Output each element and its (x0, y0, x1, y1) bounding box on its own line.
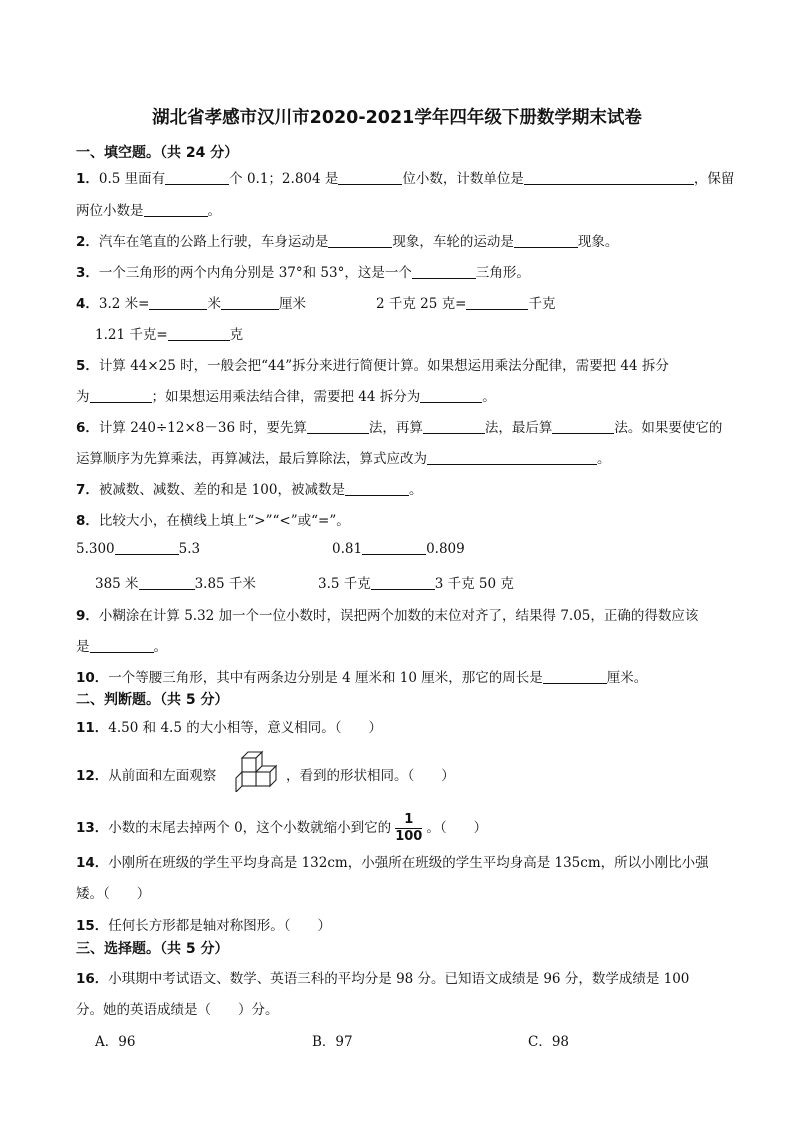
answer-blank[interactable] (90, 639, 154, 653)
question-text: 一个等腰三角形，其中有两条边分别是 4 厘米和 10 厘米，那它的周长是 (108, 670, 543, 686)
question-text: 4.50 和 4.5 的大小相等，意义相同。（ ） (108, 720, 382, 736)
question-16-cont (76, 998, 279, 1018)
question-text: ，保留 (693, 171, 735, 187)
answer-blank[interactable] (514, 234, 578, 248)
question-3 (76, 261, 530, 281)
question-13 (76, 813, 487, 844)
answer-blank[interactable] (412, 265, 476, 279)
answer-blank[interactable] (524, 171, 694, 185)
question-12 (76, 764, 216, 784)
question-text: 。 (153, 639, 167, 655)
question-number: 1． (76, 171, 99, 187)
question-number: 14． (76, 855, 109, 871)
question-text: 。 (408, 482, 423, 498)
question-text: 分。她的英语成绩是（ ）分。 (76, 1002, 279, 1018)
question-text: 计算 44×25 时，一般会把“44”拆分来进行简便计算。如果想运用乘法分配律，需要把 44 拆分 (98, 358, 669, 374)
question-text: 汽车在笔直的公路上行驶，车身运动是 (98, 234, 329, 250)
option-b[interactable]: B．97 (312, 1034, 353, 1050)
fraction (395, 813, 422, 844)
answer-blank[interactable] (420, 389, 482, 403)
compare-right: 3 千克 50 克 (434, 576, 514, 592)
question-text: 从前面和左面观察 (108, 768, 217, 784)
question-text: 运算顺序为先算乘法，再算减法，最后算除法，算式应改为 (76, 451, 427, 467)
answer-blank[interactable] (423, 420, 485, 434)
section-judgement: 二、判断题。（共 5 分） (76, 692, 229, 708)
answer-blank[interactable] (552, 420, 614, 434)
question-text: ，看到的形状相同。（ ） (286, 768, 455, 784)
question-text: 法，最后算 (484, 420, 553, 436)
question-text: 现象，车轮的运动是 (392, 234, 514, 250)
answer-blank[interactable] (168, 327, 230, 341)
question-5-cont (76, 385, 496, 405)
question-9 (76, 604, 698, 624)
question-text: 。 (597, 451, 611, 467)
question-text: 1.21 千克= (95, 327, 168, 343)
question-9-cont (76, 635, 167, 655)
question-8-row2a (95, 572, 256, 592)
question-number: 6． (76, 420, 99, 436)
question-number: 11． (76, 720, 109, 736)
question-text: 2 千克 25 克= (376, 296, 467, 312)
compare-left: 3.5 千克 (318, 576, 371, 592)
question-14-cont (76, 882, 150, 902)
page-title: 湖北省孝感市汉川市2020-2021学年四年级下册数学期末试卷 (152, 108, 642, 128)
question-6 (76, 416, 722, 436)
question-text: 矮。（ ） (76, 886, 151, 902)
question-4 (76, 292, 306, 312)
question-number: 5． (76, 358, 99, 374)
cube-stack-icon (232, 748, 282, 792)
option-a[interactable]: A．96 (95, 1034, 136, 1050)
option-c[interactable]: C．98 (528, 1034, 570, 1050)
question-text: 法。如果要使它的 (614, 420, 723, 436)
question-text: 千克 (528, 296, 556, 312)
answer-blank[interactable] (144, 203, 208, 217)
answer-blank[interactable] (221, 296, 279, 310)
answer-blank[interactable] (466, 296, 528, 310)
answer-blank[interactable] (149, 296, 207, 310)
question-number: 16． (76, 971, 109, 987)
question-1 (76, 167, 734, 187)
question-8-row1b (332, 541, 465, 557)
answer-blank[interactable] (371, 576, 435, 590)
question-number: 9． (76, 608, 99, 624)
question-text: 为 (76, 389, 90, 405)
question-number: 2． (76, 234, 99, 250)
question-number: 10． (76, 670, 109, 686)
question-text: 克 (229, 327, 244, 343)
question-number: 4． (76, 296, 99, 312)
question-6-cont (76, 447, 611, 467)
question-text: 。（ ） (426, 820, 488, 836)
question-text: 比较大小，在横线上填上“>”“<”或“=”。 (98, 513, 350, 529)
question-text: 小数的末尾去掉两个 0，这个小数就缩小到它的 (108, 820, 392, 836)
question-number: 8． (76, 513, 99, 529)
compare-left: 0.81 (332, 541, 363, 557)
question-text: 。 (207, 203, 221, 219)
question-8-row2b (318, 572, 514, 592)
question-5 (76, 354, 669, 374)
compare-left: 5.300 (76, 541, 115, 557)
question-text: 个 0.1；2.804 是 (229, 171, 339, 187)
answer-blank[interactable] (338, 171, 402, 185)
compare-right: 3.85 千米 (194, 576, 256, 592)
question-text: 。 (482, 389, 496, 405)
answer-blank[interactable] (115, 541, 179, 555)
section-choice: 三、选择题。（共 5 分） (76, 941, 229, 957)
answer-blank[interactable] (345, 482, 409, 496)
question-text: 计算 240÷12×8－36 时，要先算 (98, 420, 307, 436)
question-text: 两位小数是 (76, 203, 144, 219)
answer-blank[interactable] (362, 541, 426, 555)
question-text: 现象。 (577, 234, 619, 250)
question-text: 厘米 (278, 296, 306, 312)
compare-right: 0.809 (426, 541, 465, 557)
question-11 (76, 716, 382, 736)
question-text: 任何长方形都是轴对称图形。（ ） (108, 918, 332, 934)
question-text: 小糊涂在计算 5.32 加一个一位小数时，误把两个加数的末位对齐了，结果得 7.05，正确的得数应该 (98, 608, 699, 624)
question-number: 3． (76, 265, 99, 281)
question-number: 12． (76, 768, 109, 784)
compare-left: 385 米 (95, 576, 139, 592)
question-4b (376, 292, 555, 312)
question-text: 位小数，计数单位是 (402, 171, 524, 187)
question-text: 一个三角形的两个内角分别是 37°和 53°，这是一个 (98, 265, 412, 281)
fraction-denominator: 100 (395, 829, 423, 844)
answer-blank[interactable] (543, 670, 607, 684)
answer-blank[interactable] (328, 234, 392, 248)
question-text: 小刚所在班级的学生平均身高是 132cm，小强所在班级的学生平均身高是 135cm，所以小刚比小强 (108, 855, 709, 871)
question-text: 0.5 里面有 (98, 171, 166, 187)
answer-blank[interactable] (90, 389, 152, 403)
question-8 (76, 509, 350, 529)
question-16 (76, 967, 689, 987)
compare-right: 5.3 (178, 541, 201, 557)
answer-blank[interactable] (165, 171, 229, 185)
fraction-numerator: 1 (404, 812, 414, 827)
question-text: 3.2 米= (98, 296, 150, 312)
question-text: 厘米。 (606, 670, 648, 686)
question-12-cont (286, 764, 455, 784)
question-1-cont (76, 199, 221, 219)
question-number: 13． (76, 820, 109, 836)
question-text: ；如果想运用乘法结合律，需要把 44 拆分为 (151, 389, 421, 405)
answer-blank[interactable] (139, 576, 195, 590)
question-number: 15． (76, 918, 109, 934)
question-number: 7． (76, 482, 99, 498)
question-text: 三角形。 (475, 265, 530, 281)
question-8-row1a (76, 541, 200, 557)
question-text: 被减数、减数、差的和是 100，被减数是 (98, 482, 345, 498)
section-fill-in: 一、填空题。（共 24 分） (76, 145, 239, 161)
question-text: 小琪期中考试语文、数学、英语三科的平均分是 98 分。已知语文成绩是 96 分，数学成绩是 100 (108, 971, 690, 987)
question-text: 法，再算 (368, 420, 423, 436)
question-2 (76, 230, 618, 250)
question-text: 米 (207, 296, 221, 312)
answer-blank[interactable] (427, 451, 597, 465)
question-10 (76, 666, 647, 686)
question-text: 是 (76, 639, 90, 655)
question-7 (76, 478, 422, 498)
question-4c (95, 323, 243, 343)
answer-blank[interactable] (307, 420, 369, 434)
question-14 (76, 851, 709, 871)
question-15 (76, 914, 331, 934)
